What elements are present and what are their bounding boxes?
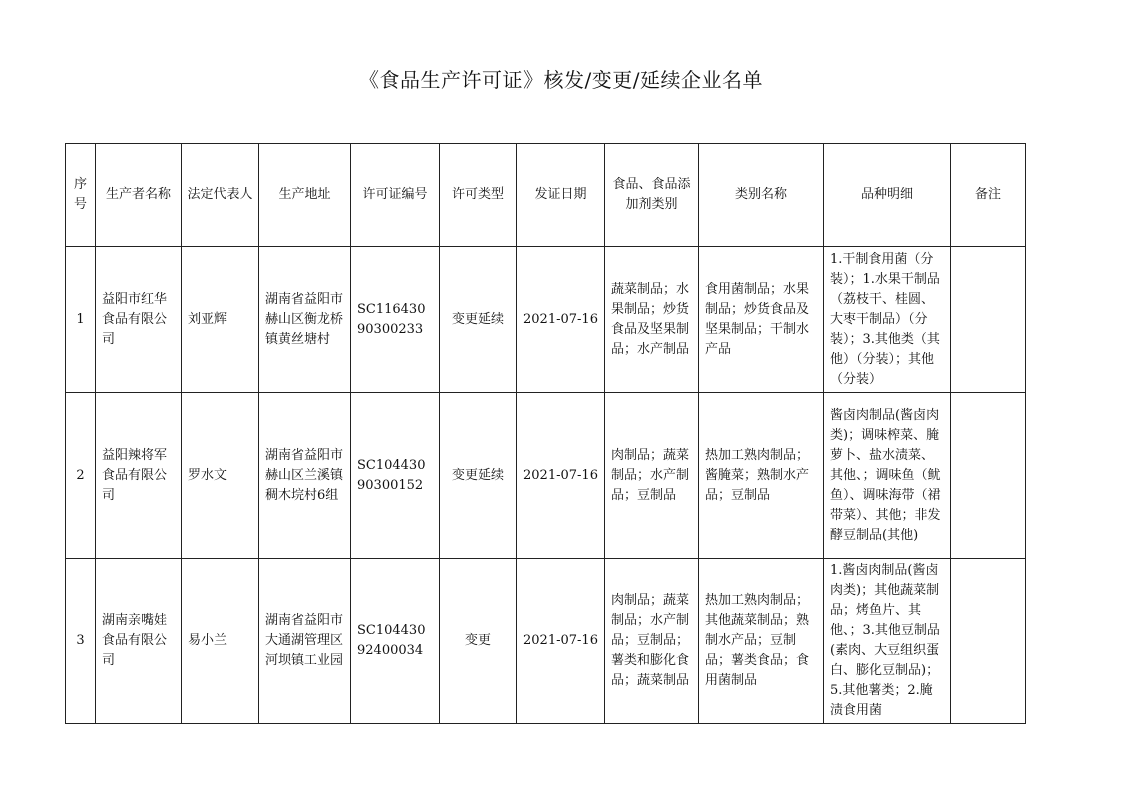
cell-remarks — [951, 559, 1026, 724]
cell-index: 1 — [66, 247, 96, 393]
cell-variety-detail: 酱卤肉制品(酱卤肉类)；调味榨菜、腌萝卜、盐水渍菜、其他、；调味鱼（鱿鱼）、调味海带（裙带菜）、其他；非发酵豆制品(其他) — [824, 393, 951, 559]
header-index: 序号 — [66, 144, 96, 247]
cell-address: 湖南省益阳市赫山区衡龙桥镇黄丝塘村 — [259, 247, 351, 393]
cell-category-name: 热加工熟肉制品；酱腌菜；熟制水产品；豆制品 — [699, 393, 824, 559]
cell-license-type: 变更延续 — [440, 393, 517, 559]
table-row — [66, 559, 1026, 724]
cell-address: 湖南省益阳市大通湖管理区河坝镇工业园 — [259, 559, 351, 724]
cell-license-no: SC11643090300233 — [351, 247, 440, 393]
cell-category: 蔬菜制品；水果制品；炒货食品及坚果制品；水产制品 — [605, 247, 699, 393]
table-header-row — [66, 144, 1026, 247]
cell-category-name: 热加工熟肉制品；其他蔬菜制品；熟制水产品；豆制品；薯类食品；食用菌制品 — [699, 559, 824, 724]
cell-legal-rep: 易小兰 — [182, 559, 259, 724]
cell-category: 肉制品；蔬菜制品；水产制品；豆制品；薯类和膨化食品；蔬菜制品 — [605, 559, 699, 724]
cell-variety-detail: 1.干制食用菌（分装）；1.水果干制品（荔枝干、桂圆、大枣干制品）（分装）；3.其他类（其他）（分装）；其他（分装） — [824, 247, 951, 393]
cell-address: 湖南省益阳市赫山区兰溪镇稠木垸村6组 — [259, 393, 351, 559]
cell-issue-date: 2021-07-16 — [517, 247, 605, 393]
cell-issue-date: 2021-07-16 — [517, 393, 605, 559]
cell-license-type: 变更延续 — [440, 247, 517, 393]
cell-producer: 益阳市红华食品有限公司 — [96, 247, 182, 393]
cell-legal-rep: 罗水文 — [182, 393, 259, 559]
cell-category: 肉制品；蔬菜制品；水产制品；豆制品 — [605, 393, 699, 559]
header-variety-detail: 品种明细 — [824, 144, 951, 247]
table-row — [66, 393, 1026, 559]
cell-issue-date: 2021-07-16 — [517, 559, 605, 724]
header-issue-date: 发证日期 — [517, 144, 605, 247]
cell-license-no: SC10443090300152 — [351, 393, 440, 559]
header-remarks: 备注 — [951, 144, 1026, 247]
cell-license-type: 变更 — [440, 559, 517, 724]
header-category-name: 类别名称 — [699, 144, 824, 247]
cell-license-no: SC10443092400034 — [351, 559, 440, 724]
header-producer: 生产者名称 — [96, 144, 182, 247]
cell-variety-detail: 1.酱卤肉制品(酱卤肉类)；其他蔬菜制品；烤鱼片、其他、；3.其他豆制品(素肉、大豆组织蛋白、膨化豆制品)；5.其他薯类；2.腌渍食用菌 — [824, 559, 951, 724]
header-legal-rep: 法定代表人 — [182, 144, 259, 247]
header-category: 食品、食品添加剂类别 — [605, 144, 699, 247]
cell-legal-rep: 刘亚辉 — [182, 247, 259, 393]
header-license-no: 许可证编号 — [351, 144, 440, 247]
cell-category-name: 食用菌制品；水果制品；炒货食品及坚果制品；干制水产品 — [699, 247, 824, 393]
cell-index: 2 — [66, 393, 96, 559]
header-license-type: 许可类型 — [440, 144, 517, 247]
table-row — [66, 247, 1026, 393]
page-title: 《食品生产许可证》核发/变更/延续企业名单 — [359, 68, 763, 92]
header-address: 生产地址 — [259, 144, 351, 247]
cell-remarks — [951, 393, 1026, 559]
cell-producer: 益阳辣将军食品有限公司 — [96, 393, 182, 559]
license-table — [65, 143, 1026, 724]
cell-index: 3 — [66, 559, 96, 724]
cell-remarks — [951, 247, 1026, 393]
cell-producer: 湖南亲嘴娃食品有限公司 — [96, 559, 182, 724]
